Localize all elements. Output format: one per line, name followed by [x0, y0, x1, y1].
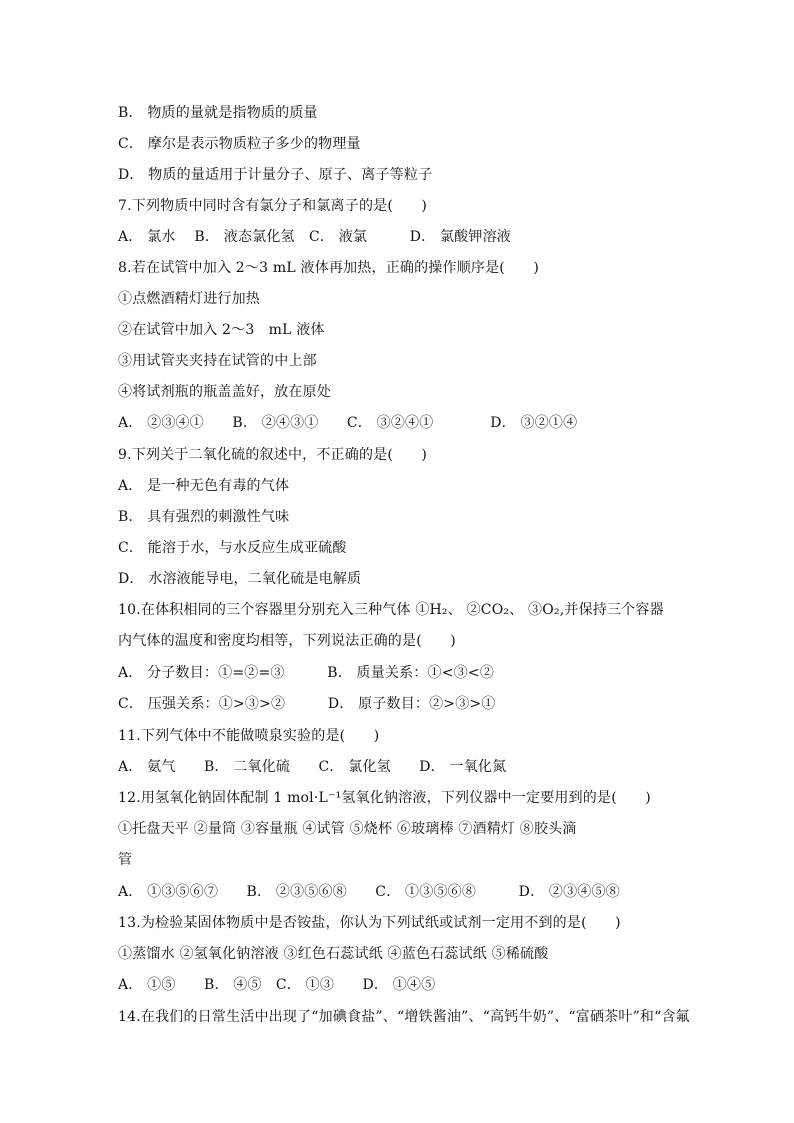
step-line: ④将试剂瓶的瓶盖盖好，放在原处 [118, 384, 331, 400]
question-13: 13.为检验某固体物质中是否铵盐，你认为下列试纸或试剂一定用不到的是( ) [118, 915, 621, 931]
question-14: 14.在我们的日常生活中出现了“加碘食盐”、“增铁酱油”、“高钙牛奶”、“富硒茶叶”和“含氟 [118, 1009, 690, 1025]
options-11: A． 氨气 B． 二氧化硫 C． 氯化氢 D． 一氧化氮 [118, 759, 507, 775]
step-line: ②在试管中加入 2～3 mL 液体 [118, 322, 325, 338]
option-line: A． 是一种无色有毒的气体 [118, 478, 290, 494]
question-10: 10.在体积相同的三个容器里分别充入三种气体 ①H₂、 ②CO₂、 ③O₂,并保持三个容器 [118, 602, 664, 618]
options-12: A． ①③⑤⑥⑦ B． ②③⑤⑥⑧ C． ①③⑤⑥⑧ D． ②③④⑤⑧ [118, 884, 620, 900]
step-line: ①点燃酒精灯进行加热 [118, 291, 260, 307]
options-10-cd: C． 压强关系：①>③>② D． 原子数目：②>③>① [118, 696, 496, 712]
instrument-list-cont: 管 [118, 852, 133, 868]
option-line: D． 物质的量适用于计量分子、原子、离子等粒子 [118, 167, 433, 183]
option-line: C． 能溶于水，与水反应生成亚硫酸 [118, 540, 347, 556]
options-10-ab: A． 分子数目：①=②=③ B． 质量关系：①<③<② [118, 665, 495, 681]
question-9: 9.下列关于二氧化硫的叙述中，不正确的是( ) [118, 447, 428, 463]
instrument-list: ①托盘天平 ②量筒 ③容量瓶 ④试管 ⑤烧杯 ⑥玻璃棒 ⑦酒精灯 ⑧胶头滴 [118, 821, 577, 837]
question-11: 11.下列气体中不能做喷泉实验的是( ) [118, 728, 380, 744]
question-12: 12.用氢氧化钠固体配制 1 mol·L⁻¹氢氧化钠溶液，下列仪器中一定要用到的是( ) [118, 790, 651, 806]
option-line: D． 水溶液能导电，二氧化硫是电解质 [118, 571, 362, 587]
option-line: B． 物质的量就是指物质的质量 [118, 105, 318, 121]
option-line: C． 摩尔是表示物质粒子多少的物理量 [118, 136, 361, 152]
question-7: 7.下列物质中同时含有氯分子和氯离子的是( ) [118, 198, 428, 214]
question-10-cont: 内气体的温度和密度均相等，下列说法正确的是( ) [118, 633, 456, 649]
options-7: A． 氯水 B． 液态氯化氢 C． 液氯 D． 氯酸钾溶液 [118, 229, 511, 245]
question-8: 8.若在试管中加入 2～3 mL 液体再加热，正确的操作顺序是( ) [118, 260, 540, 276]
options-13: A． ①⑤ B． ④⑤ C． ①③ D． ①④⑤ [118, 977, 436, 993]
options-8: A． ②③④① B． ②④③① C． ③②④① D． ③②①④ [118, 415, 578, 431]
option-line: B． 具有强烈的刺激性气味 [118, 509, 290, 525]
reagent-list: ①蒸馏水 ②氢氧化钠溶液 ③红色石蕊试纸 ④蓝色石蕊试纸 ⑤稀硫酸 [118, 946, 549, 962]
step-line: ③用试管夹夹持在试管的中上部 [118, 353, 317, 369]
